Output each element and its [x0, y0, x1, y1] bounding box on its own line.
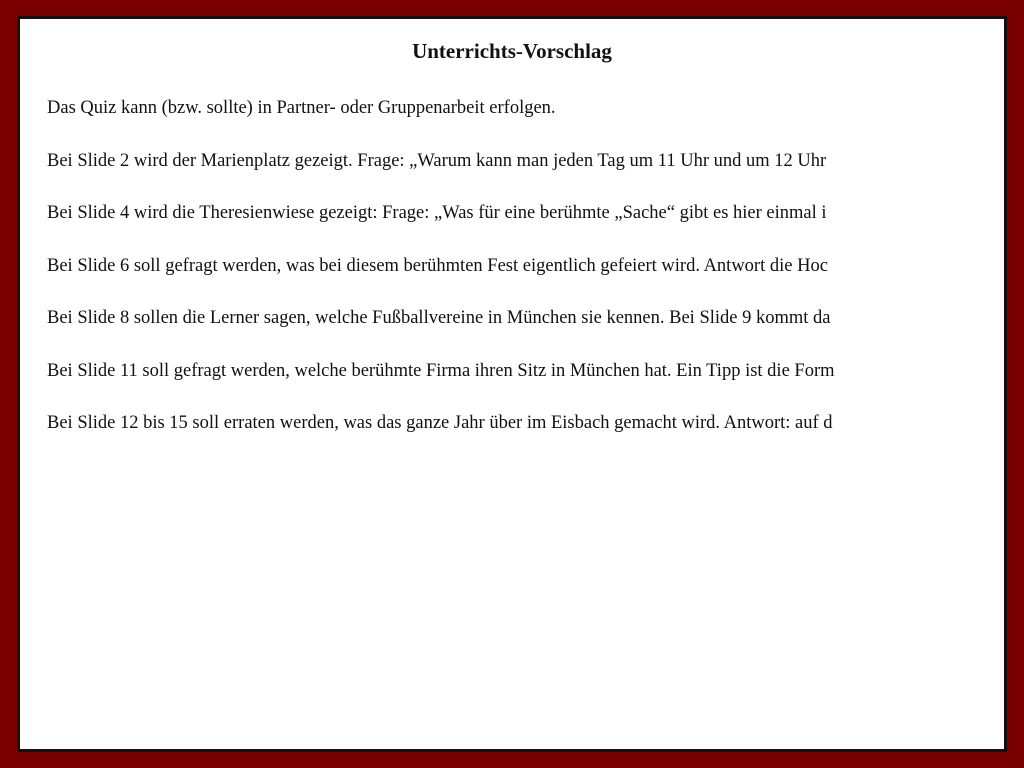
paragraph-quiz-intro: Das Quiz kann (bzw. sollte) in Partner- oder Gruppenarbeit erfolgen.: [47, 98, 556, 118]
paragraph-slide-12: Bei Slide 12 bis 15 soll erraten werden, was das ganze Jahr über im Eisbach gemacht wird. Antwort: auf d: [47, 413, 833, 433]
slide-page: [17, 16, 1007, 752]
paragraph-slide-11: Bei Slide 11 soll gefragt werden, welche berühmte Firma ihren Sitz in München hat. Ein Tipp ist die Form: [47, 361, 835, 381]
paragraph-slide-8: Bei Slide 8 sollen die Lerner sagen, welche Fußballvereine in München sie kennen. Bei Slide 9 kommt da: [47, 308, 831, 328]
paragraph-slide-4: Bei Slide 4 wird die Theresienwiese gezeigt: Frage: „Was für eine berühmte „Sache“ gibt es hier einmal i: [47, 203, 827, 223]
slide-title: Unterrichts-Vorschlag: [412, 39, 612, 63]
paragraph-slide-2: Bei Slide 2 wird der Marienplatz gezeigt. Frage: „Warum kann man jeden Tag um 11 Uhr und um 12 Uhr: [47, 151, 827, 171]
paragraph-slide-6: Bei Slide 6 soll gefragt werden, was bei diesem berühmten Fest eigentlich gefeiert wird. Antwort die Hoc: [47, 256, 828, 276]
